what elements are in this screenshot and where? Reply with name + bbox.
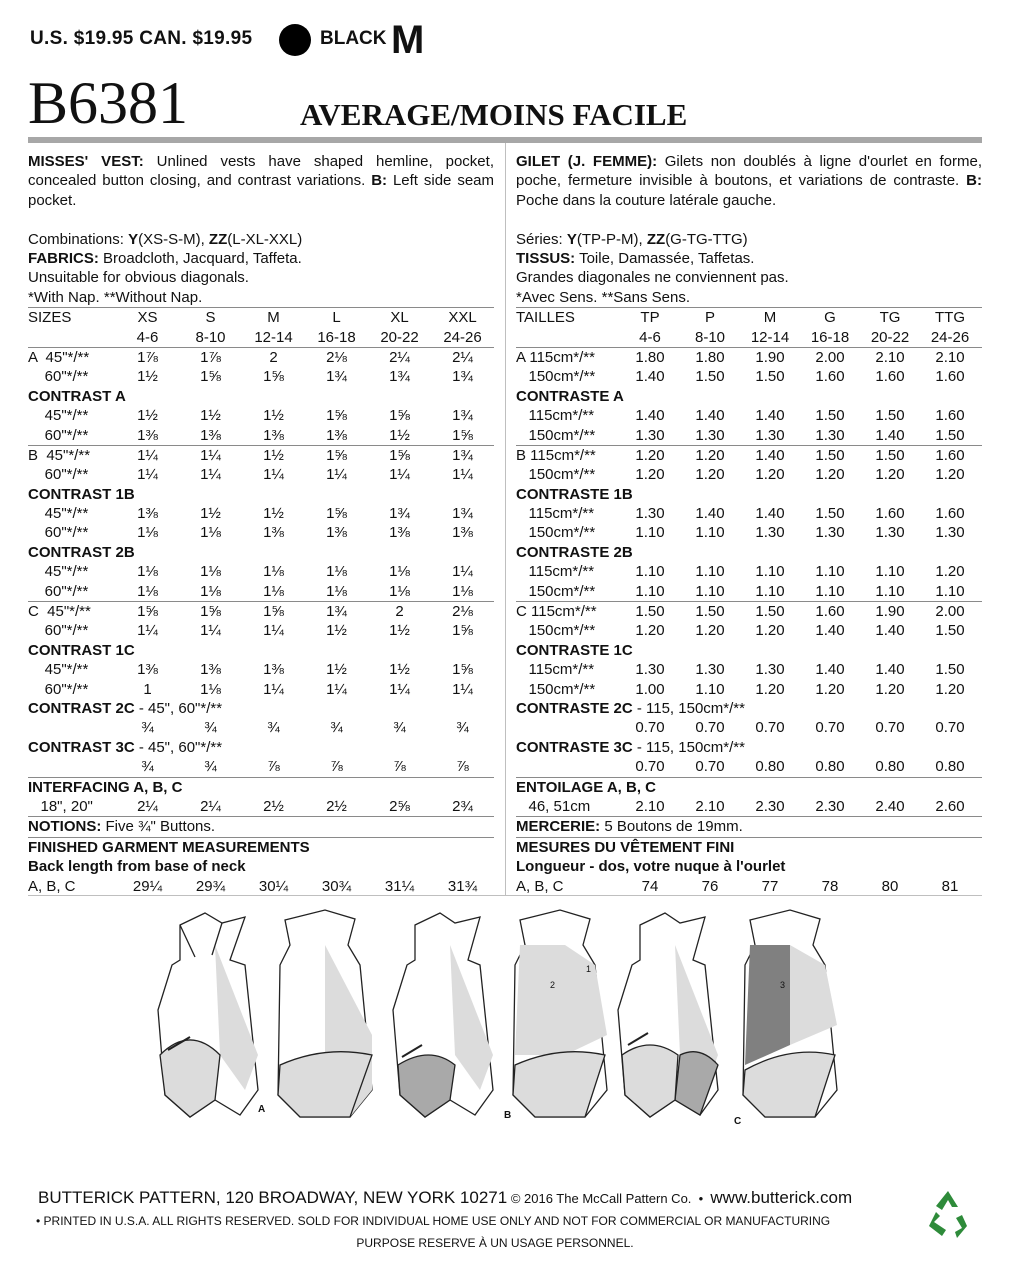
table-row: A, B, C 29¼ 29¾ 30¼ 30¾ 31¼ 31¾ — [28, 877, 478, 895]
section-heading: CONTRAST 2C - 45", 60"*/** — [28, 699, 223, 717]
table-row: 60"*/** 1 1⅛ 1¼ 1¼ 1¼ 1¼ — [28, 680, 473, 698]
section-heading: CONTRASTE A — [516, 387, 624, 405]
sizes-number-row: 4-6 8-10 12-14 16-18 20-22 24-26 — [136, 328, 482, 346]
sizes-number-row: 4-6 8-10 12-14 16-18 20-22 24-26 — [639, 328, 970, 346]
table-row: 115cm*/** 1.40 1.40 1.40 1.50 1.50 1.60 — [516, 407, 965, 425]
column-divider — [505, 143, 506, 895]
table-row: A, B, C 74 76 77 78 80 81 — [516, 877, 959, 895]
table-row: 0.70 0.70 0.70 0.70 0.70 0.70 — [635, 719, 965, 737]
table-row: 150cm*/** 1.10 1.10 1.10 1.10 1.10 1.10 — [516, 582, 965, 600]
piece-number: 3 — [780, 980, 786, 990]
combinations: Séries: Y(TP-P-M), ZZ(G-TG-TTG) — [516, 230, 748, 248]
publisher-line: BUTTERICK PATTERN, 120 BROADWAY, NEW YORK 10271 © 2016 The McCall Pattern Co. • www.butterick.com — [38, 1188, 853, 1207]
view-b-front-drawing — [393, 913, 493, 1117]
table-row: 60"*/** 1½ 1⅝ 1⅝ 1¾ 1¾ 1¾ — [28, 368, 473, 386]
fabrics: TISSUS: Toile, Damassée, Taffetas. — [516, 250, 755, 267]
nap-note: *Avec Sens. **Sans Sens. — [516, 288, 690, 306]
notions: NOTIONS: Five ¾" Buttons. — [28, 816, 494, 836]
table-row: 45"*/** 1⅜ 1⅜ 1⅜ 1½ 1½ 1⅝ — [28, 661, 473, 679]
table-row: 60"*/** 1¼ 1¼ 1¼ 1½ 1½ 1⅝ — [28, 622, 473, 640]
combinations: Combinations: Y(XS-S-M), ZZ(L-XL-XXL) — [28, 230, 303, 248]
table-row: B 45"*/** 1¼ 1¼ 1½ 1⅝ 1⅝ 1¾ — [28, 445, 494, 465]
table-row: ¾ ¾ ¾ ¾ ¾ ¾ — [141, 719, 469, 737]
purpose-line: PURPOSE RESERVE À UN USAGE PERSONNEL. — [356, 1236, 634, 1250]
table-row: A 45"*/** 1⅞ 1⅞ 2 2⅛ 2¼ 2¼ — [28, 347, 494, 367]
recycle-icon — [922, 1188, 974, 1240]
section-heading: CONTRASTE 2B — [516, 543, 633, 561]
table-row: 115cm*/** 1.30 1.30 1.30 1.40 1.40 1.50 — [516, 661, 965, 679]
view-a-back-drawing — [278, 910, 372, 1117]
color-label: BLACK — [320, 28, 387, 49]
vest-line-drawings — [150, 905, 850, 1135]
sizes-header-row: SIZES XS S M L XL XXL — [28, 307, 494, 327]
table-row: 45"*/** 1⅛ 1⅛ 1⅛ 1⅛ 1⅛ 1¼ — [28, 563, 473, 581]
notions: MERCERIE: 5 Boutons de 19mm. — [516, 816, 982, 836]
section-heading: CONTRAST 2B — [28, 543, 135, 561]
unsuitable-note: Grandes diagonales ne conviennent pas. — [516, 269, 789, 287]
table-row: 0.70 0.70 0.80 0.80 0.80 0.80 — [635, 758, 965, 776]
section-heading: CONTRAST 3C - 45", 60"*/** — [28, 738, 223, 756]
table-row: 150cm*/** 1.10 1.10 1.30 1.30 1.30 1.30 — [516, 524, 965, 542]
pattern-code: B6381 — [28, 70, 189, 136]
back-length-heading: Longueur - dos, votre nuque à l'ourlet — [516, 858, 786, 876]
table-row: 115cm*/** 1.10 1.10 1.10 1.10 1.10 1.20 — [516, 563, 965, 581]
view-b-back-drawing — [513, 910, 607, 1117]
finished-heading: FINISHED GARMENT MEASUREMENTS — [28, 837, 494, 857]
sizes-header-row: TAILLES TP P M G TG TTG — [516, 307, 982, 327]
table-row: C 45"*/** 1⅝ 1⅝ 1⅝ 1¾ 2 2⅛ — [28, 601, 494, 621]
table-row: C 115cm*/** 1.50 1.50 1.50 1.60 1.90 2.00 — [516, 601, 982, 621]
table-row: A 115cm*/** 1.80 1.80 1.90 2.00 2.10 2.10 — [516, 347, 982, 367]
fabrics: FABRICS: Broadcloth, Jacquard, Taffeta. — [28, 250, 302, 267]
view-c-front-drawing — [618, 913, 718, 1117]
section-heading: CONTRAST 1B — [28, 485, 135, 503]
price-label: U.S. $19.95 CAN. $19.95 — [30, 28, 253, 49]
table-row: B 115cm*/** 1.20 1.20 1.40 1.50 1.50 1.60 — [516, 445, 982, 465]
table-row: 60"*/** 1¼ 1¼ 1¼ 1¼ 1¼ 1¼ — [28, 466, 473, 484]
section-heading: CONTRAST 1C — [28, 641, 135, 659]
section-heading: CONTRAST A — [28, 387, 126, 405]
size-letter: M — [391, 18, 425, 62]
black-dot-icon — [279, 24, 311, 56]
unsuitable-note: Unsuitable for obvious diagonals. — [28, 269, 249, 287]
view-label-c: C — [734, 1116, 742, 1127]
table-row: 60"*/** 1⅜ 1⅜ 1⅜ 1⅜ 1½ 1⅝ — [28, 426, 473, 444]
view-c-back-drawing — [743, 910, 837, 1117]
view-a-front-drawing — [158, 913, 258, 1117]
description: GILET (J. FEMME): Gilets non doublés à ligne d'ourlet en forme, poche, fermeture invisible à boutons, et variations de contraste. B: Poche dans la couture latérale gauche. — [516, 153, 982, 209]
back-length-heading: Back length from base of neck — [28, 858, 246, 876]
view-label-b: B — [504, 1110, 512, 1121]
table-row: 60"*/** 1⅛ 1⅛ 1⅜ 1⅜ 1⅜ 1⅜ — [28, 524, 473, 542]
piece-number: 2 — [550, 980, 556, 990]
section-heading: ENTOILAGE A, B, C — [516, 777, 982, 797]
finished-heading: MESURES DU VÊTEMENT FINI — [516, 837, 982, 857]
english-column — [28, 152, 494, 896]
table-row: 46, 51cm 2.10 2.10 2.30 2.30 2.40 2.60 — [516, 797, 965, 815]
french-column — [516, 152, 982, 896]
piece-number: 1 — [586, 964, 592, 974]
table-row: 150cm*/** 1.30 1.30 1.30 1.30 1.40 1.50 — [516, 426, 965, 444]
table-row: 150cm*/** 1.20 1.20 1.20 1.40 1.40 1.50 — [516, 622, 965, 640]
section-heading: CONTRASTE 2C - 115, 150cm*/** — [516, 699, 745, 717]
table-row: 18", 20" 2¼ 2¼ 2½ 2½ 2⅝ 2¾ — [28, 797, 473, 815]
section-heading: CONTRASTE 1C — [516, 641, 633, 659]
table-row: 60"*/** 1⅛ 1⅛ 1⅛ 1⅛ 1⅛ 1⅛ — [28, 582, 473, 600]
table-row: 45"*/** 1⅜ 1½ 1½ 1⅝ 1¾ 1¾ — [28, 505, 473, 523]
section-heading: CONTRASTE 3C - 115, 150cm*/** — [516, 738, 745, 756]
table-row: 150cm*/** 1.40 1.50 1.50 1.60 1.60 1.60 — [516, 368, 965, 386]
table-row: 150cm*/** 1.20 1.20 1.20 1.20 1.20 1.20 — [516, 466, 965, 484]
table-row: 45"*/** 1½ 1½ 1½ 1⅝ 1⅝ 1¾ — [28, 407, 473, 425]
description: MISSES' VEST: Unlined vests have shaped hemline, pocket, concealed button closing, and contrast variations. B: Left side seam pocket. — [28, 153, 494, 209]
view-label-a: A — [258, 1104, 266, 1115]
rights-line: • PRINTED IN U.S.A. ALL RIGHTS RESERVED. SOLD FOR INDIVIDUAL HOME USE ONLY AND NOT FOR COMMERCIAL OR MANUFACTURING — [36, 1214, 831, 1228]
table-row: 150cm*/** 1.00 1.10 1.20 1.20 1.20 1.20 — [516, 680, 965, 698]
nap-note: *With Nap. **Without Nap. — [28, 288, 203, 306]
table-row: 115cm*/** 1.30 1.40 1.40 1.50 1.60 1.60 — [516, 505, 965, 523]
section-heading: INTERFACING A, B, C — [28, 777, 494, 797]
difficulty-label: AVERAGE/MOINS FACILE — [300, 97, 688, 132]
table-row: ¾ ¾ ⅞ ⅞ ⅞ ⅞ — [141, 758, 469, 776]
section-heading: CONTRASTE 1B — [516, 485, 633, 503]
